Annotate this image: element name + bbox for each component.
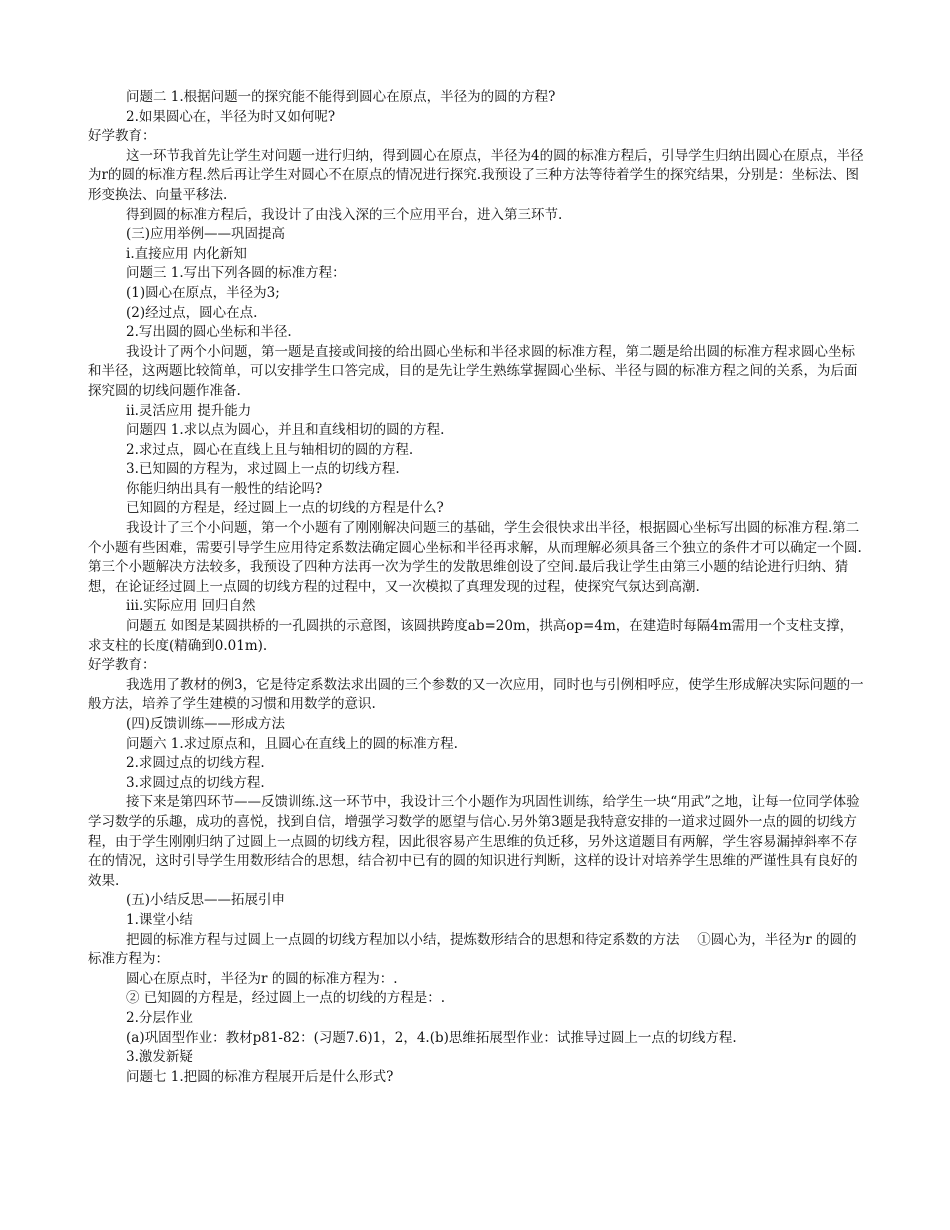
- paragraph: 问题五 如图是某圆拱桥的一孔圆拱的示意图，该圆拱跨度ab=20m，拱高op=4m，在建造时每隔4m需用一个支柱支撑，求支柱的长度(精确到0.01m).: [88, 618, 854, 654]
- paragraph: 问题三 1.写出下列各圆的标准方程：: [126, 265, 346, 282]
- paragraph: 3.求圆过点的切线方程.: [126, 774, 265, 791]
- section-heading: (五)小结反思——拓展引申: [126, 892, 286, 909]
- paragraph: 问题七 1.把圆的标准方程展开后是什么形式?: [126, 1068, 394, 1085]
- paragraph: 2.求圆过点的切线方程.: [126, 755, 265, 772]
- subsection-heading: 3.激发新疑: [126, 1049, 193, 1066]
- paragraph: 圆心在原点时，半径为r 的圆的标准方程为：.: [126, 970, 398, 987]
- paragraph: 2.写出圆的圆心坐标和半径.: [126, 324, 292, 341]
- paragraph: 接下来是第四环节——反馈训练.这一环节中，我设计三个小题作为巩固性训练，给学生一块“用武”之地，让每一位同学体验学习数学的乐趣，成功的喜悦，找到自信，增强学习数学的愿望与信心.另外第3题是我特意安排的一道求过圆外一点的圆的切线方程，由于学生刚刚归纳了过圆上一点圆的切线方程，因此很容易产生思维的负迁移，另外这道题目有两解，学生容易漏掉斜率不存在的情况，这时引导学生用数形结合的思想，结合初中已有的圆的知识进行判断，这样的设计对培养学生思维的严谨性具有良好的效果.: [88, 794, 860, 889]
- paragraph: 2.求过点，圆心在直线上且与轴相切的圆的方程.: [126, 441, 414, 458]
- subsection-heading: i.直接应用 内化新知: [126, 245, 247, 262]
- paragraph: 2.如果圆心在，半径为时又如何呢?: [126, 108, 336, 125]
- section-label: 好学教育：: [88, 128, 156, 145]
- paragraph: 这一环节我首先让学生对问题一进行归纳，得到圆心在原点，半径为4的圆的标准方程后，引导学生归纳出圆心在原点，半径为r的圆的标准方程.然后再让学生对圆心不在原点的情况进行探究.我预设了三种方法等待着学生的探究结果，分别是：坐标法、图形变换法、向量平移法.: [88, 147, 864, 203]
- subsection-heading: 2.分层作业: [126, 1009, 193, 1026]
- paragraph: 问题二 1.根据问题一的探究能不能得到圆心在原点，半径为的圆的方程?: [126, 89, 556, 105]
- paragraph: 我选用了教材的例3，它是待定系数法求出圆的三个参数的又一次应用，同时也与引例相呼应，使学生形成解决实际问题的一般方法，培养了学生建模的习惯和用数学的意识.: [88, 676, 864, 713]
- paragraph: 把圆的标准方程与过圆上一点圆的切线方程加以小结，提炼数形结合的思想和待定系数的方法 ①圆心为，半径为r 的圆的标准方程为：: [88, 931, 857, 968]
- paragraph: 我设计了三个小问题，第一个小题有了刚刚解决问题三的基础，学生会很快求出半径，根据圆心坐标写出圆的标准方程.第二个小题有些困难，需要引导学生应用待定系数法确定圆心坐标和半径再求解，从而理解必须具备三个独立的条件才可以确定一个圆.第三个小题解决方法较多，我预设了四种方法再一次为学生的发散思维创设了空间.最后我让学生由第三小题的结论进行归纳、猜想，在论证经过圆上一点圆的切线方程的过程中，又一次模拟了真理发现的过程，使探究气氛达到高潮.: [88, 520, 862, 595]
- paragraph: 你能归纳出具有一般性的结论吗?: [126, 480, 323, 497]
- subsection-heading: iii.实际应用 回归自然: [126, 598, 256, 615]
- paragraph: (2)经过点，圆心在点.: [126, 304, 258, 321]
- section-heading: (四)反馈训练——形成方法: [126, 716, 286, 732]
- subsection-heading: ii.灵活应用 提升能力: [126, 402, 252, 419]
- section-label: 好学教育：: [88, 657, 156, 674]
- paragraph: 问题四 1.求以点为圆心，并且和直线相切的圆的方程.: [126, 422, 445, 439]
- paragraph: ② 已知圆的方程是，经过圆上一点的切线的方程是：.: [126, 990, 446, 1007]
- subsection-heading: 1.课堂小结: [126, 911, 193, 928]
- paragraph: 已知圆的方程是，经过圆上一点的切线的方程是什么?: [126, 500, 444, 517]
- paragraph: 得到圆的标准方程后，我设计了由浅入深的三个应用平台，进入第三环节.: [126, 206, 563, 223]
- paragraph: 3.已知圆的方程为，求过圆上一点的切线方程.: [126, 461, 400, 478]
- paragraph: 我设计了两个小问题，第一题是直接或间接的给出圆心坐标和半径求圆的标准方程，第二题是给出圆的标准方程求圆心坐标和半径，这两题比较简单，可以安排学生口答完成，目的是先让学生熟练掌握圆心坐标、半径与圆的标准方程之间的关系，为后面探究圆的切线问题作准备.: [88, 343, 858, 399]
- paragraph: (1)圆心在原点，半径为3;: [126, 284, 280, 301]
- document-body: [88, 88, 864, 1087]
- section-heading: (三)应用举例——巩固提高: [126, 226, 286, 243]
- paragraph: (a)巩固型作业：教材p81-82：(习题7.6)1，2，4.(b)思维拓展型作业：试推导过圆上一点的切线方程.: [126, 1029, 737, 1046]
- paragraph: 问题六 1.求过原点和，且圆心在直线上的圆的标准方程.: [126, 735, 458, 752]
